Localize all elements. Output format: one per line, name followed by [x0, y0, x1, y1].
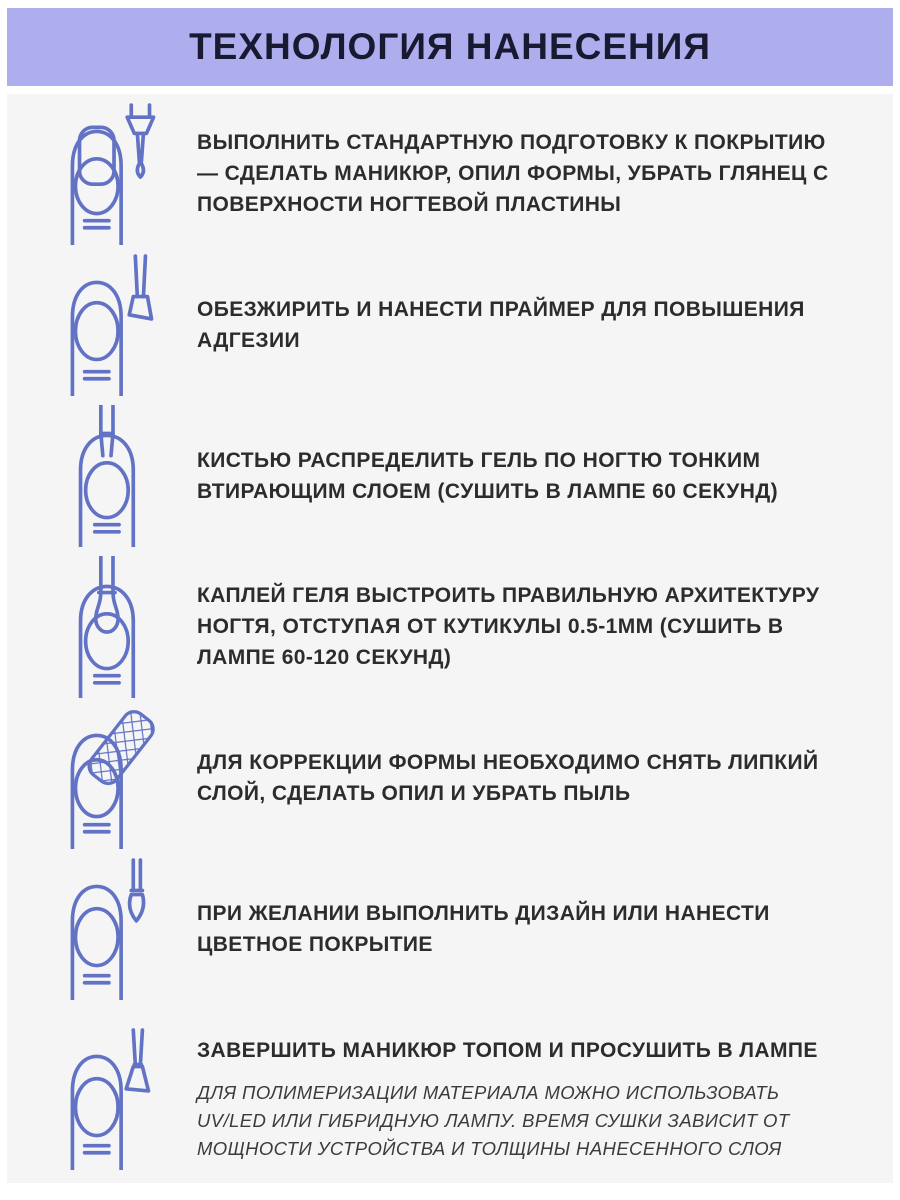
page-title-banner [7, 8, 893, 86]
gel-drop-architecture-icon [61, 556, 165, 698]
step-row [61, 249, 851, 400]
step-text: ДЛЯ КОРРЕКЦИИ ФОРМЫ НЕОБХОДИМО СНЯТЬ ЛИПКИЙ СЛОЙ, СДЕЛАТЬ ОПИЛ И УБРАТЬ ПЫЛЬ [197, 750, 819, 805]
steps-panel [7, 94, 893, 1183]
step-note: ДЛЯ ПОЛИМЕРИЗАЦИИ МАТЕРИАЛА МОЖНО ИСПОЛЬЗОВАТЬ UV/LED ИЛИ ГИБРИДНУЮ ЛАМПУ. ВРЕМЯ СУШКИ ЗАВИСИТ ОТ МОЩНОСТИ УСТРОЙСТВА И ТОЛЩИНЫ НАНЕСЕННОГО СЛОЯ [197, 1082, 790, 1159]
nail-degrease-brush-icon [61, 254, 165, 396]
step-row [61, 551, 851, 702]
design-liner-brush-icon [61, 858, 165, 1000]
step-text: КИСТЬЮ РАСПРЕДЕЛИТЬ ГЕЛЬ ПО НОГТЮ ТОНКИМ ВТИРАЮЩИМ СЛОЕМ (СУШИТЬ В ЛАМПЕ 60 СЕКУНД) [197, 448, 779, 503]
top-coat-brush-icon [61, 1028, 165, 1170]
nail-prep-dropper-icon [61, 103, 165, 245]
step-text-group [197, 1035, 837, 1163]
brush-applying-gel-icon [61, 405, 165, 547]
step-row [61, 400, 851, 551]
page-title: ТЕХНОЛОГИЯ НАНЕСЕНИЯ [189, 26, 711, 67]
step-row [61, 853, 851, 1004]
step-row [61, 1004, 851, 1194]
step-text: ОБЕЗЖИРИТЬ И НАНЕСТИ ПРАЙМЕР ДЛЯ ПОВЫШЕНИЯ АДГЕЗИИ [197, 297, 805, 352]
step-text: ВЫПОЛНИТЬ СТАНДАРТНУЮ ПОДГОТОВКУ К ПОКРЫТИЮ — СДЕЛАТЬ МАНИКЮР, ОПИЛ ФОРМЫ, УБРАТЬ ГЛЯНЕЦ С ПОВЕРХНОСТИ НОГТЕВОЙ ПЛАСТИНЫ [197, 131, 829, 216]
nail-file-buffer-icon [61, 707, 165, 849]
step-text: КАПЛЕЙ ГЕЛЯ ВЫСТРОИТЬ ПРАВИЛЬНУЮ АРХИТЕКТУРУ НОГТЯ, ОТСТУПАЯ ОТ КУТИКУЛЫ 0.5-1ММ (СУШИТЬ В ЛАМПЕ 60-120 СЕКУНД) [197, 584, 820, 669]
step-text: ЗАВЕРШИТЬ МАНИКЮР ТОПОМ И ПРОСУШИТЬ В ЛАМПЕ [197, 1039, 818, 1062]
step-row [61, 98, 851, 249]
step-row [61, 702, 851, 853]
step-text: ПРИ ЖЕЛАНИИ ВЫПОЛНИТЬ ДИЗАЙН ИЛИ НАНЕСТИ ЦВЕТНОЕ ПОКРЫТИЕ [197, 901, 770, 956]
